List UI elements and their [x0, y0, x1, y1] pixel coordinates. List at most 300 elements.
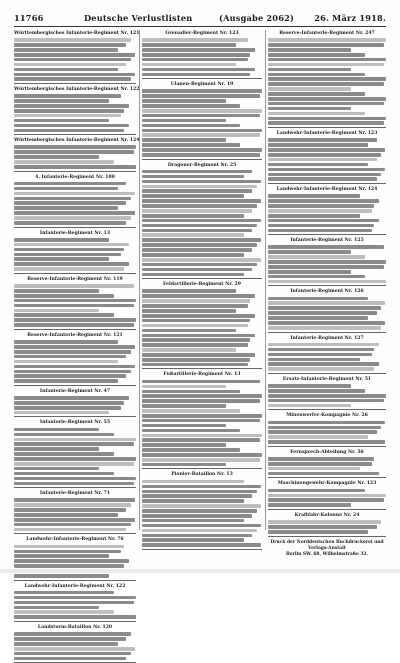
text-line	[142, 409, 240, 413]
text-line	[268, 530, 368, 534]
text-line	[268, 467, 360, 471]
text-line	[14, 58, 131, 62]
casualty-section	[268, 31, 386, 128]
text-line	[268, 224, 374, 228]
text-line	[142, 329, 236, 333]
text-line	[142, 58, 248, 62]
text-line	[14, 197, 131, 201]
section-title: Feldartillerie-Regiment Nr. 29	[163, 282, 241, 288]
text-line	[14, 299, 136, 303]
text-line	[14, 206, 118, 210]
casualty-section	[14, 389, 136, 418]
text-line	[14, 411, 109, 415]
text-line	[14, 374, 126, 378]
section-title: Württembergisches Infanterie-Regiment Nr. 121	[14, 31, 140, 36]
text-line	[142, 490, 257, 494]
text-line	[14, 216, 131, 220]
text-line	[268, 489, 365, 493]
text-line	[14, 289, 99, 293]
imprint-line: Druck der Norddeutschen Buchdruckerei und Verlags-Anstalt	[270, 540, 384, 551]
section-title: Fußartillerie-Regiment Nr. 13	[163, 372, 241, 378]
section-separator	[268, 409, 386, 410]
text-line	[142, 463, 226, 467]
text-line	[268, 92, 365, 96]
text-line	[14, 309, 99, 313]
section-separator	[14, 171, 136, 172]
text-line	[142, 353, 255, 357]
section-separator	[14, 273, 136, 274]
text-line	[142, 153, 260, 157]
section-separator	[268, 373, 386, 374]
text-line	[142, 219, 261, 223]
text-line	[14, 365, 135, 369]
section-separator	[14, 580, 136, 581]
text-line	[142, 48, 255, 52]
casualty-section	[268, 413, 386, 446]
text-line	[142, 263, 257, 267]
text-line	[142, 390, 240, 394]
text-line	[14, 498, 135, 502]
text-line	[142, 399, 260, 403]
text-line	[142, 480, 244, 484]
text-line	[142, 294, 255, 298]
text-line	[268, 311, 377, 315]
text-line	[14, 350, 131, 354]
section-separator	[14, 385, 136, 386]
text-line	[14, 355, 126, 359]
text-line	[268, 48, 351, 52]
text-line	[14, 642, 118, 646]
text-line	[268, 102, 384, 106]
text-line	[142, 268, 252, 272]
text-line	[268, 472, 379, 476]
text-line	[14, 201, 126, 205]
text-line	[142, 434, 262, 438]
text-line	[142, 304, 248, 308]
text-line	[14, 428, 99, 432]
casualty-section	[14, 537, 136, 580]
text-line	[14, 77, 131, 81]
text-line	[14, 472, 114, 476]
section-title: Infanterie-Regiment Nr. 127	[290, 335, 364, 341]
section-separator	[142, 78, 262, 79]
text-line	[14, 304, 134, 308]
section-separator	[14, 487, 136, 488]
text-line	[268, 194, 360, 198]
text-line	[14, 513, 118, 517]
casualty-section	[268, 131, 386, 184]
text-line	[142, 209, 252, 213]
text-line	[14, 574, 109, 578]
text-line	[14, 396, 129, 400]
text-line	[268, 97, 386, 101]
text-line	[14, 442, 134, 446]
text-line	[142, 343, 248, 347]
casualty-section	[268, 377, 386, 410]
text-line	[268, 306, 381, 310]
text-line	[142, 104, 240, 108]
text-line	[142, 133, 260, 137]
text-line	[142, 314, 255, 318]
text-line	[142, 509, 257, 513]
text-line	[142, 543, 261, 547]
text-line	[142, 238, 261, 242]
casualty-section	[14, 31, 140, 84]
text-line	[268, 58, 386, 62]
section-title: Infanterie-Regiment Nr. 125	[290, 238, 364, 244]
text-line	[14, 652, 131, 656]
text-line	[142, 499, 244, 503]
section-title: Infanterie-Regiment Nr. 47	[39, 388, 111, 394]
text-line	[268, 348, 374, 352]
section-separator	[268, 332, 386, 333]
text-line	[268, 214, 360, 218]
text-line	[268, 399, 384, 403]
text-line	[268, 326, 381, 330]
text-line	[14, 243, 129, 247]
text-line	[142, 143, 240, 147]
section-separator	[142, 368, 262, 369]
text-line	[142, 309, 236, 313]
casualty-section	[14, 87, 140, 135]
edition-number: (Ausgabe 2062)	[219, 13, 295, 23]
text-line	[142, 538, 244, 542]
text-line	[14, 221, 126, 225]
text-line	[14, 211, 135, 215]
text-line	[268, 43, 384, 47]
text-line	[268, 321, 385, 325]
text-line	[268, 255, 365, 259]
section-separator	[268, 536, 386, 537]
text-line	[268, 353, 372, 357]
text-line	[268, 199, 379, 203]
text-line	[142, 380, 260, 384]
text-line	[268, 362, 379, 366]
section-title: Pionier-Bataillon Nr. 13	[171, 472, 233, 478]
section-title: Württembergisches Infanterie-Regiment Nr. 122	[14, 87, 140, 93]
text-line	[14, 119, 109, 123]
text-line	[268, 440, 385, 444]
text-line	[142, 229, 252, 233]
text-line	[142, 485, 261, 489]
text-line	[142, 289, 236, 293]
text-line	[14, 379, 118, 383]
text-line	[268, 143, 368, 147]
text-line	[268, 316, 368, 320]
section-title: 4. Infanterie-Regiment Nr. 180	[35, 174, 115, 180]
text-line	[14, 554, 109, 558]
text-line	[142, 248, 252, 252]
casualty-section	[268, 187, 386, 235]
text-line	[14, 267, 124, 271]
text-line	[14, 637, 126, 641]
text-line	[14, 508, 126, 512]
text-line	[142, 89, 262, 93]
text-line	[142, 358, 250, 362]
text-line	[14, 160, 114, 164]
text-line	[14, 63, 126, 67]
casualty-section	[14, 277, 136, 330]
section-title: Maschinengewehr-Kompagnie Nr. 123	[277, 481, 377, 487]
text-line	[14, 467, 99, 471]
column-right	[268, 30, 386, 535]
section-title: Infanterie-Regiment Nr. 126	[290, 289, 364, 295]
text-line	[14, 559, 129, 563]
text-line	[14, 615, 136, 619]
text-line	[142, 99, 226, 103]
text-line	[268, 138, 377, 142]
text-line	[142, 224, 257, 228]
text-line	[268, 260, 386, 264]
text-line	[14, 165, 136, 169]
text-line	[268, 265, 384, 269]
text-line	[142, 334, 255, 338]
section-separator	[14, 533, 136, 534]
casualty-section	[14, 138, 140, 171]
text-line	[268, 270, 351, 274]
section-title: Dragoner-Regiment Nr. 25	[167, 162, 237, 168]
casualty-section	[142, 31, 262, 79]
text-line	[142, 109, 262, 113]
casualty-section	[142, 163, 262, 280]
text-line	[268, 280, 386, 284]
text-line	[268, 297, 368, 301]
text-line	[268, 462, 372, 466]
column-middle	[142, 30, 262, 535]
text-line	[14, 632, 131, 636]
text-line	[142, 204, 257, 208]
text-line	[142, 68, 255, 72]
text-line	[14, 150, 134, 154]
text-line	[14, 53, 135, 57]
column-divider	[139, 30, 140, 530]
text-line	[142, 394, 262, 398]
imprint-line: Berlin SW. 68, Wilhelmstraße 32.	[286, 552, 368, 557]
text-line	[14, 564, 124, 568]
text-line	[142, 43, 236, 47]
text-line	[142, 348, 236, 352]
section-separator	[142, 159, 262, 160]
text-line	[268, 498, 384, 502]
text-line	[142, 319, 250, 323]
text-line	[268, 68, 351, 72]
text-line	[142, 94, 260, 98]
text-line	[142, 73, 250, 77]
journal-title: Deutsche Verlustlisten	[84, 13, 193, 23]
section-title: Landwehr-Infanterie-Regiment Nr. 76	[26, 537, 124, 543]
text-line	[142, 519, 244, 523]
text-line	[14, 657, 126, 661]
text-line	[14, 73, 135, 77]
casualty-section	[142, 82, 262, 159]
text-line	[14, 155, 99, 159]
text-line	[142, 458, 260, 462]
casualty-section	[14, 231, 136, 274]
text-line	[268, 435, 368, 439]
section-separator	[14, 227, 136, 228]
text-line	[142, 63, 236, 67]
section-separator	[268, 477, 386, 478]
text-line	[142, 114, 260, 118]
section-separator	[268, 509, 386, 510]
text-line	[14, 94, 121, 98]
text-line	[142, 185, 257, 189]
text-line	[268, 107, 351, 111]
text-line	[142, 119, 226, 123]
section-title: Reserve-Infanterie-Regiment Nr. 119	[27, 276, 123, 282]
section-title: Landsturm-Bataillon Nr. 120	[37, 624, 113, 630]
text-line	[268, 53, 365, 57]
text-line	[14, 104, 129, 108]
section-title: Landwehr-Infanterie-Regiment Nr. 122	[24, 583, 126, 589]
text-line	[268, 494, 386, 498]
text-line	[14, 145, 136, 149]
section-separator	[14, 83, 136, 84]
text-line	[14, 192, 135, 196]
casualty-section	[268, 289, 386, 332]
text-line	[14, 43, 126, 47]
text-line	[268, 168, 385, 172]
text-line	[268, 177, 377, 181]
text-line	[268, 73, 365, 77]
text-line	[14, 596, 136, 600]
text-line	[268, 430, 377, 434]
text-line	[14, 518, 135, 522]
text-line	[14, 452, 114, 456]
text-line	[268, 301, 385, 305]
casualty-section	[142, 372, 262, 469]
text-line	[14, 124, 129, 128]
text-line	[268, 163, 368, 167]
text-line	[268, 389, 365, 393]
text-line	[14, 550, 121, 554]
text-line	[268, 77, 386, 81]
section-title: Reserve-Infanterie-Regiment Nr. 121	[27, 332, 123, 338]
column-divider	[265, 30, 266, 530]
text-line	[142, 363, 248, 367]
scan-edge	[0, 569, 400, 573]
text-line	[142, 233, 244, 237]
text-line	[268, 204, 374, 208]
text-line	[142, 385, 226, 389]
text-line	[268, 38, 386, 42]
text-line	[142, 529, 257, 533]
text-line	[142, 189, 252, 193]
text-line	[14, 545, 124, 549]
text-line	[14, 433, 114, 437]
text-line	[268, 219, 379, 223]
text-line	[268, 209, 372, 213]
text-line	[142, 424, 226, 428]
casualty-section	[14, 491, 136, 534]
text-line	[14, 447, 99, 451]
section-separator	[142, 468, 262, 469]
text-line	[14, 438, 136, 442]
text-line	[14, 482, 134, 486]
text-line	[268, 250, 351, 254]
text-line	[142, 443, 226, 447]
text-line	[268, 457, 374, 461]
text-line	[142, 273, 244, 277]
section-title: Kraftfahr-Kolonne Nr. 24	[294, 512, 360, 518]
text-line	[142, 214, 244, 218]
section-title: Fernsprech-Abteilung Nr. 56	[290, 449, 364, 455]
text-line	[14, 114, 121, 118]
text-line	[14, 606, 99, 610]
text-line	[268, 384, 351, 388]
text-line	[14, 187, 118, 191]
issue-date: 26. März 1918.	[314, 13, 386, 23]
section-title: Infanterie-Regiment Nr. 71	[39, 491, 111, 497]
casualty-section	[14, 584, 136, 622]
text-line	[142, 324, 248, 328]
text-line	[14, 129, 124, 133]
casualty-section	[142, 472, 262, 549]
text-line	[14, 99, 109, 103]
text-line	[268, 245, 384, 249]
text-line	[14, 38, 131, 42]
section-separator	[14, 329, 136, 330]
text-line	[268, 503, 351, 507]
text-line	[142, 534, 252, 538]
text-line	[142, 514, 252, 518]
text-line	[142, 258, 261, 262]
text-line	[268, 229, 372, 233]
section-separator	[14, 621, 136, 622]
text-line	[14, 109, 124, 113]
text-line	[142, 438, 260, 442]
text-line	[142, 494, 252, 498]
text-line	[14, 477, 136, 481]
text-line	[14, 238, 109, 242]
section-title: Infanterie-Regiment Nr. 55	[39, 420, 111, 426]
text-line	[142, 38, 248, 42]
text-line	[268, 63, 384, 67]
section-title: Württembergisches Infanterie-Regiment Nr. 124	[14, 138, 140, 144]
casualty-section	[14, 625, 136, 663]
text-line	[142, 148, 262, 152]
text-line	[14, 401, 124, 405]
page-header	[14, 13, 386, 25]
text-line	[14, 284, 134, 288]
text-line	[142, 180, 261, 184]
text-line	[268, 148, 385, 152]
section-title: Landwehr-Infanterie-Regiment Nr. 124	[276, 187, 378, 193]
text-line	[142, 170, 252, 174]
text-line	[142, 429, 240, 433]
text-line	[268, 367, 374, 371]
section-title: Landwehr-Infanterie-Regiment Nr. 123	[276, 131, 378, 137]
section-separator	[14, 416, 136, 417]
text-line	[142, 414, 262, 418]
casualty-section	[14, 175, 136, 228]
section-separator	[142, 278, 262, 279]
header-rule	[14, 26, 386, 27]
text-line	[268, 520, 381, 524]
page-number: 11766	[14, 13, 44, 23]
text-line	[14, 182, 126, 186]
section-title: Ulanen-Regiment Nr. 19	[170, 82, 234, 88]
text-line	[268, 343, 379, 347]
text-line	[142, 299, 250, 303]
casualty-section	[268, 513, 386, 537]
section-separator	[268, 234, 386, 235]
text-line	[14, 345, 135, 349]
section-title: Reserve-Infanterie-Regiment Nr. 247	[279, 31, 375, 36]
text-line	[14, 48, 118, 52]
text-line	[142, 253, 244, 257]
text-line	[142, 338, 250, 342]
